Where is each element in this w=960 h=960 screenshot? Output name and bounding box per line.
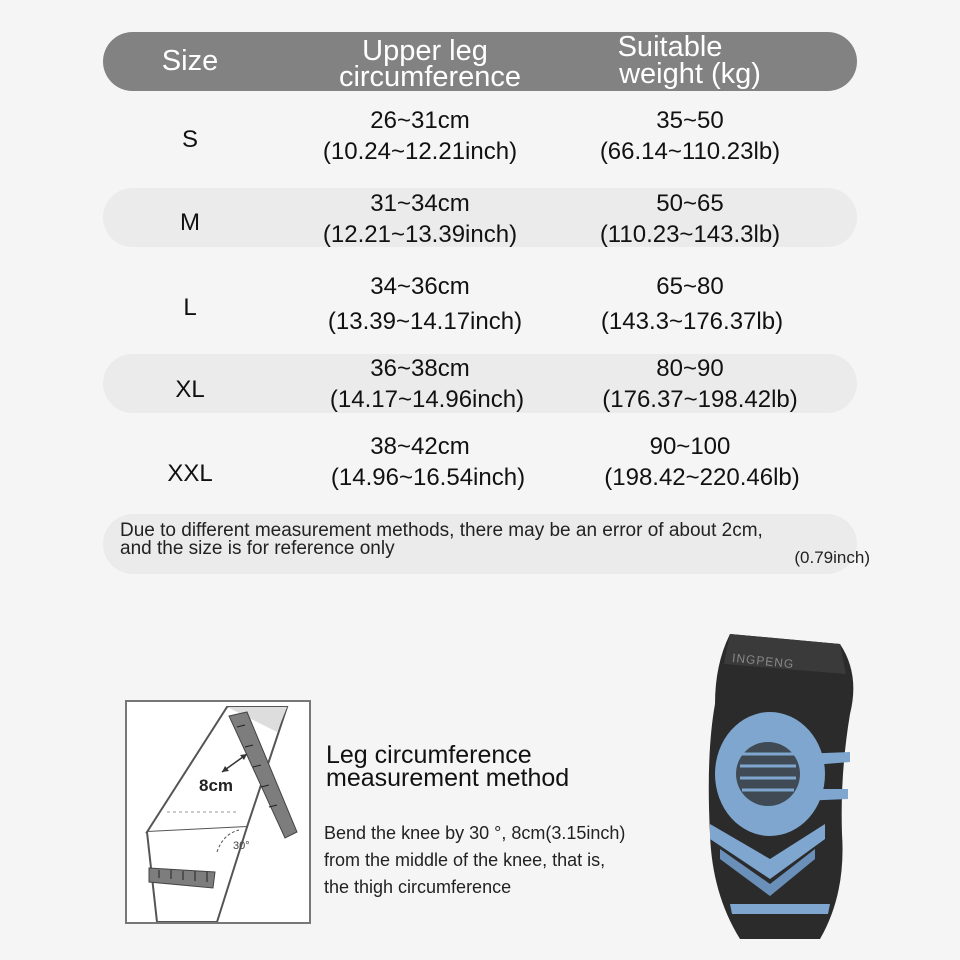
table-row-size: M bbox=[180, 209, 200, 236]
table-row-inch: (12.21~13.39inch) bbox=[322, 221, 518, 248]
method-desc-line2: from the middle of the knee, that is, bbox=[324, 850, 606, 870]
method-title-line2: measurement method bbox=[326, 764, 570, 792]
method-title-line1: Leg circumference bbox=[326, 741, 532, 769]
table-row-kg: 35~50 bbox=[656, 107, 724, 134]
size-note-line1: Due to different measurement methods, there may be an error of about 2cm, bbox=[120, 520, 763, 541]
table-row-kg: 50~65 bbox=[656, 190, 724, 217]
header-weight-line1: Suitable bbox=[617, 31, 723, 63]
table-row-inch: (13.39~14.17inch) bbox=[327, 308, 523, 335]
table-row-cm: 31~34cm bbox=[370, 190, 470, 217]
size-note-line2: and the size is for reference only bbox=[120, 538, 395, 559]
table-row-size: S bbox=[181, 126, 198, 153]
knee-brace-illustration bbox=[700, 634, 860, 944]
table-row-cm: 26~31cm bbox=[370, 107, 470, 134]
table-row-cm: 36~38cm bbox=[370, 355, 470, 382]
table-row-lb: (110.23~143.3lb) bbox=[599, 221, 781, 248]
table-row-inch: (14.96~16.54inch) bbox=[330, 464, 526, 491]
table-row-kg: 90~100 bbox=[649, 433, 731, 460]
table-row-inch: (10.24~12.21inch) bbox=[322, 138, 518, 165]
table-row-cm: 38~42cm bbox=[370, 433, 470, 460]
header-weight-line2: weight (kg) bbox=[619, 58, 761, 90]
table-row-lb: (198.42~220.46lb) bbox=[604, 464, 800, 491]
measurement-diagram bbox=[125, 700, 311, 924]
knee-brace-image bbox=[700, 634, 860, 944]
method-desc-line1: Bend the knee by 30 °, 8cm(3.15inch) bbox=[324, 823, 626, 843]
size-note-text bbox=[120, 522, 763, 558]
table-row-lb: (143.3~176.37lb) bbox=[600, 308, 784, 335]
table-row-size: XXL bbox=[167, 460, 213, 487]
leg-illustration bbox=[127, 702, 309, 922]
header-circumference-line2: circumference bbox=[338, 61, 522, 93]
table-row-inch: (14.17~14.96inch) bbox=[329, 386, 525, 413]
method-title bbox=[326, 741, 570, 792]
table-row-lb: (176.37~198.42lb) bbox=[602, 386, 798, 413]
table-row-kg: 80~90 bbox=[656, 355, 724, 382]
header-circumference-line1: Upper leg bbox=[362, 35, 488, 67]
method-description bbox=[324, 820, 625, 901]
table-row-size: L bbox=[183, 294, 197, 321]
angle-label: 30° bbox=[233, 840, 250, 852]
table-row-cm: 34~36cm bbox=[370, 273, 470, 300]
table-row-kg: 65~80 bbox=[656, 273, 724, 300]
distance-label: 8cm bbox=[199, 776, 234, 795]
header-size: Size bbox=[161, 45, 219, 77]
table-row-size: XL bbox=[175, 376, 205, 403]
method-desc-line3: the thigh circumference bbox=[324, 877, 512, 897]
brace-brand-text: INGPENG bbox=[731, 650, 795, 672]
table-row-lb: (66.14~110.23lb) bbox=[599, 138, 781, 165]
size-note-inch: (0.79inch) bbox=[794, 548, 870, 567]
